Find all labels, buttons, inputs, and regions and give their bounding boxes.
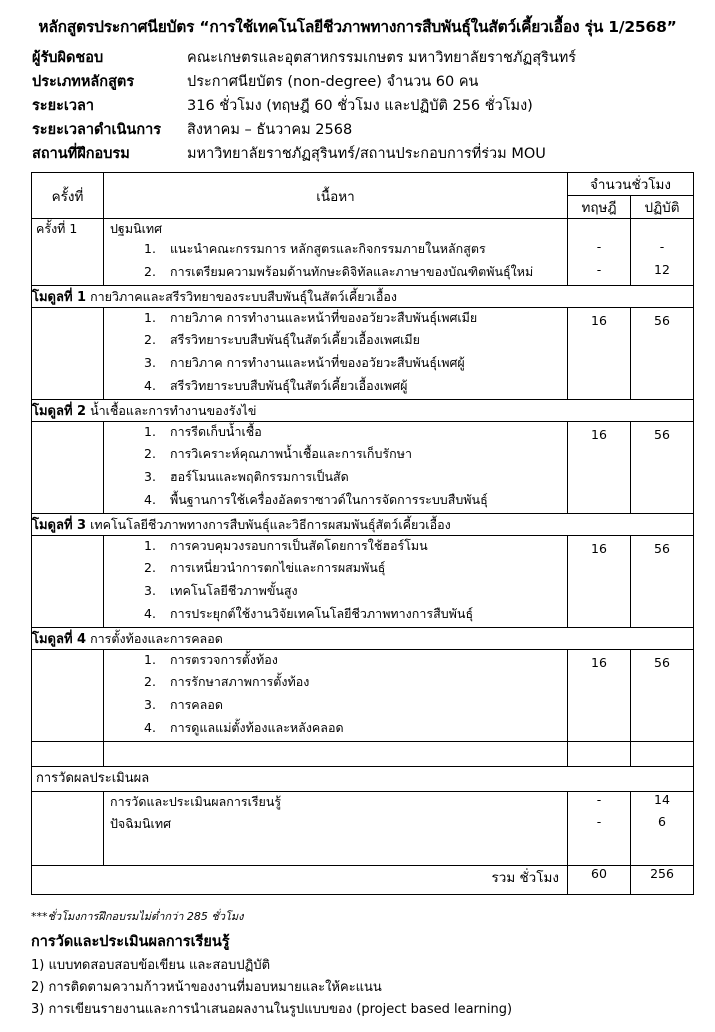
item-text: การวัดและประเมินผลการเรียนรู้ [104,791,568,814]
item-text: การวิเคราะห์คุณภาพน้ำเชื้อและการเก็บรักษา [170,446,412,461]
header-content: เนื้อหา [104,173,568,219]
header-practice: ปฏิบัติ [631,196,694,219]
module-2-header [32,399,694,421]
session-label: ครั้งที่ 1 [32,219,104,240]
item-text: สรีรวิทยาระบบสืบพันธุ์ในสัตว์เคี้ยวเอื้องเพศผู้ [170,378,408,393]
header-theory: ทฤษฎี [568,196,631,219]
item-text: กายวิภาค การทำงานและหน้าที่ของอวัยวะสืบพันธุ์เพศผู้ [170,355,465,370]
empty-row [32,741,694,766]
info-label: ระยะเวลา [32,98,94,114]
item-text: การคลอด [170,697,223,712]
info-row-location [32,140,692,164]
item-number: 2. [144,674,156,689]
item-number: 2. [144,446,156,461]
evaluation-header [32,766,694,791]
module-label: โมดูลที่ 2 [32,403,87,419]
list-item: 1) แบบทดสอบสอบข้อเขียน และสอบปฏิบัติ [31,958,271,973]
item-text: การตรวจการตั้งท้อง [170,651,278,667]
module-1-header [32,285,694,307]
module-label: โมดูลที่ 4 [32,631,87,647]
table-row [32,718,694,741]
item-text: การรีดเก็บน้ำเชื้อ [170,423,262,439]
item-text: สรีรวิทยาระบบสืบพันธุ์ในสัตว์เคี้ยวเอื้องเพศเมีย [170,332,420,347]
assessment-section [31,930,691,1020]
table-row [32,307,694,330]
table-row [32,421,694,444]
item-number: 1. [144,309,156,325]
info-row-responsible [32,44,692,68]
list-item: 3) การเขียนรายงานและการนำเสนอผลงานในรูปแบบของ (project based learning) [31,1002,513,1017]
evaluation-title: การวัดผลประเมินผล [32,766,694,791]
module-label: โมดูลที่ 3 [32,517,87,533]
item-text: การรักษาสภาพการตั้งท้อง [170,674,310,689]
theory-hours: - [568,791,631,814]
item-number: 1. [144,537,156,553]
page-title: หลักสูตรประกาศนียบัตร “การใช้เทคโนโลยีชีวภาพทางการสืบพันธุ์ในสัตว์เคี้ยวเอื้อง รุ่น 1/2568” [38,18,677,36]
theory-hours: 16 [568,307,631,330]
info-label: สถานที่ฝึกอบรม [32,146,130,162]
total-practice: 256 [631,865,694,894]
info-value: สิงหาคม – ธันวาคม 2568 [187,122,353,138]
item-number: 3. [144,355,156,370]
table-row [32,467,694,490]
module-title: การตั้งท้องและการคลอด [90,630,223,646]
item-text: การประยุกต์ใช้งานวิจัยเทคโนโลยีชีวภาพทางการสืบพันธุ์ [170,606,474,621]
table-row [32,239,694,262]
info-label: ประเภทหลักสูตร [32,74,135,90]
item-text: ปัจฉิมนิเทศ [104,814,568,836]
module-4-header [32,627,694,649]
table-row [32,695,694,718]
item-number: 1. [144,651,156,667]
table-row [32,791,694,814]
session-title: ปฐมนิเทศ [104,219,568,240]
table-row [32,581,694,604]
session-1-row [32,219,694,240]
table-row [32,649,694,672]
item-text: การเตรียมความพร้อมด้านทักษะดิจิทัลและภาษาของบัณฑิตพันธุ์ใหม่ [170,264,534,279]
course-info [32,44,692,164]
practice-hours: 6 [631,814,694,836]
table-row [32,490,694,513]
item-number: 2. [144,332,156,347]
table-row [32,535,694,558]
practice-hours: 56 [631,307,694,330]
item-number: 2. [144,560,156,575]
info-row-type [32,68,692,92]
info-value: คณะเกษตรและอุตสาหกรรมเกษตร มหาวิทยาลัยราชภัฏสุรินทร์ [187,50,577,66]
item-number: 4. [144,606,156,621]
item-number: 3. [144,583,156,598]
module-title: น้ำเชื้อและการทำงานของรังไข่ [90,402,257,418]
item-number: 4. [144,378,156,393]
item-number: 3. [144,697,156,712]
practice-hours: - [631,239,694,262]
module-title: กายวิภาคและสรีรวิทยาของระบบสืบพันธุ์ในสัตว์เคี้ยวเอื้อง [90,288,397,304]
item-number: 3. [144,469,156,484]
item-text: พื้นฐานการใช้เครื่องอัลตราซาวด์ในการจัดการระบบสืบพันธุ์ [170,492,488,507]
theory-hours: 16 [568,535,631,558]
info-label: ผู้รับผิดชอบ [32,50,104,66]
theory-hours: 16 [568,649,631,672]
table-row [32,262,694,285]
item-number: 1. [144,423,156,439]
course-table [31,172,694,895]
info-label: ระยะเวลาดำเนินการ [32,122,162,138]
info-row-duration [32,92,692,116]
table-row [32,672,694,695]
table-row [32,353,694,376]
info-row-period [32,116,692,140]
item-text: การดูแลแม่ตั้งท้องและหลังคลอด [170,720,344,735]
item-number: 2. [144,264,156,279]
practice-hours: 56 [631,535,694,558]
table-row [32,604,694,627]
item-text: เทคโนโลยีชีวภาพขั้นสูง [170,583,298,598]
theory-hours: - [568,262,631,285]
item-number: 1. [144,241,156,256]
item-text: การควบคุมวงรอบการเป็นสัดโดยการใช้ฮอร์โมน [170,537,428,553]
total-theory: 60 [568,865,631,894]
theory-hours: - [568,814,631,836]
practice-hours: 56 [631,649,694,672]
theory-hours: 16 [568,421,631,444]
item-text: การเหนี่ยวนำการตกไข่และการผสมพันธุ์ [170,560,386,575]
info-value: มหาวิทยาลัยราชภัฏสุรินทร์/สถานประกอบการที่ร่วม MOU [187,146,546,162]
item-text: กายวิภาค การทำงานและหน้าที่ของอวัยวะสืบพันธุ์เพศเมีย [170,309,478,325]
footnote: ***ชั่วโมงการฝึกอบรมไม่ต่ำกว่า 285 ชั่วโมง [31,910,244,923]
table-row [32,444,694,467]
total-label: รวม ชั่วโมง [32,865,568,894]
total-row [32,865,694,894]
header-hours: จำนวนชั่วโมง [568,173,694,196]
table-row [32,330,694,353]
table-row [32,376,694,399]
module-title: เทคโนโลยีชีวภาพทางการสืบพันธุ์และวิธีการผสมพันธุ์สัตว์เคี้ยวเอื้อง [90,516,451,532]
spacer-row [32,836,694,866]
practice-hours: 12 [631,262,694,285]
module-3-header [32,513,694,535]
header-session: ครั้งที่ [32,173,104,219]
item-number: 4. [144,492,156,507]
module-label: โมดูลที่ 1 [32,289,87,305]
assessment-title: การวัดและประเมินผลการเรียนรู้ [31,934,230,950]
table-row [32,558,694,581]
info-value: 316 ชั่วโมง (ทฤษฎี 60 ชั่วโมง และปฏิบัติ 256 ชั่วโมง) [187,98,533,114]
table-row [32,814,694,836]
practice-hours: 14 [631,791,694,814]
theory-hours: - [568,239,631,262]
item-text: ฮอร์โมนและพฤติกรรมการเป็นสัด [170,469,349,484]
list-item: 2) การติดตามความก้าวหน้าของงานที่มอบหมายและให้คะแนน [31,980,382,995]
item-text: แนะนำคณะกรรมการ หลักสูตรและกิจกรรมภายในหลักสูตร [170,241,486,256]
info-value: ประกาศนียบัตร (non-degree) จำนวน 60 คน [187,74,479,90]
practice-hours: 56 [631,421,694,444]
item-number: 4. [144,720,156,735]
